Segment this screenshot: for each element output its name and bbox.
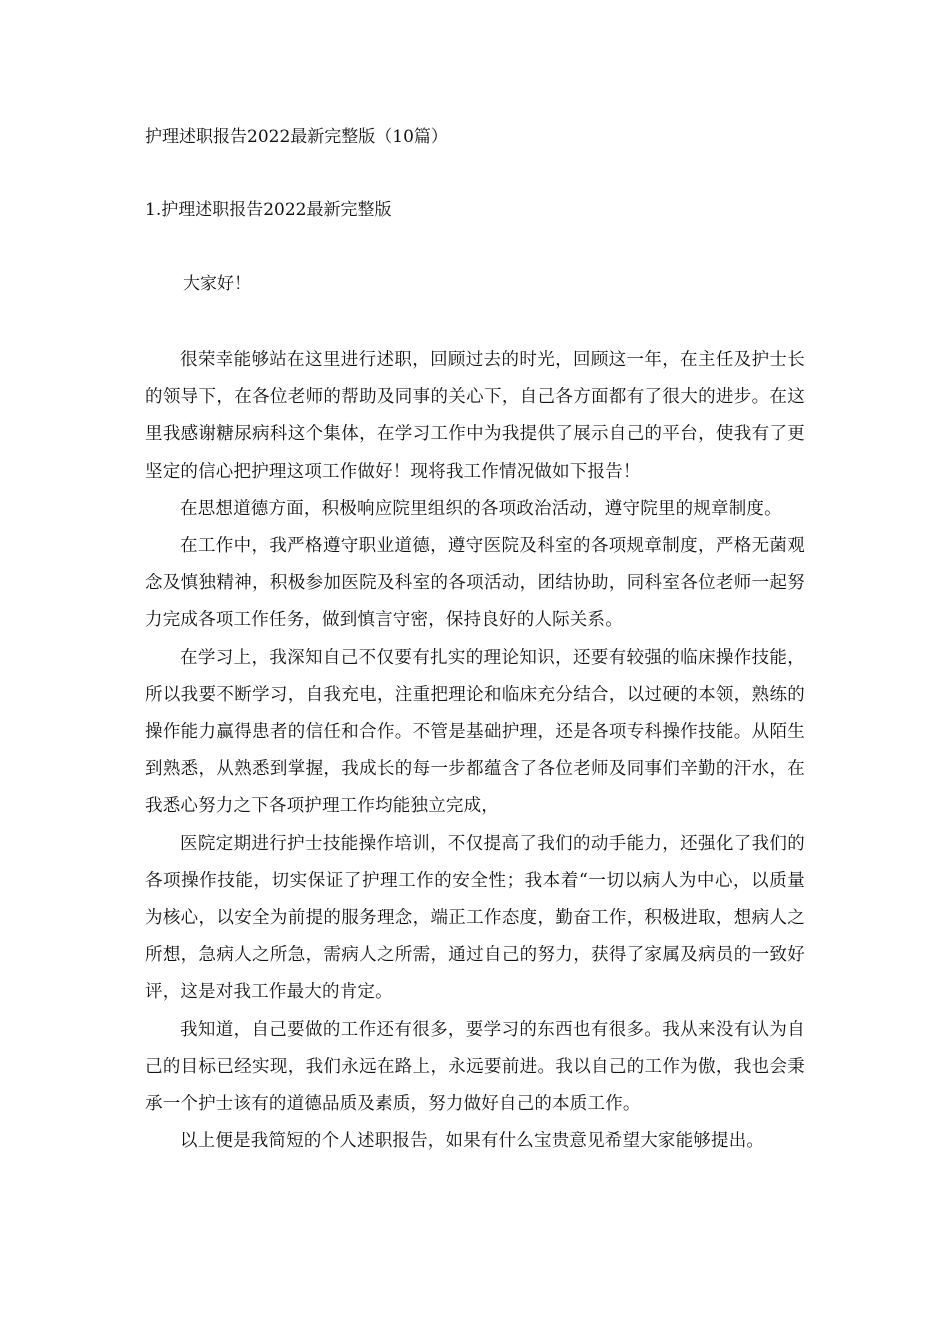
- greeting-line: 大家好！: [183, 274, 251, 294]
- paragraph-closing: 以上便是我简短的个人述职报告，如果有什么宝贵意见希望大家能够提出。: [180, 1131, 765, 1152]
- paragraph-ethics: 在思想道德方面，积极响应院里组织的各项政治活动，遵守院里的规章制度。: [180, 498, 782, 519]
- paragraph-work: 在工作中，我严格遵守职业道德，遵守医院及科室的各项规章制度，严格无菌观念及慎独精神，积极参加医院及科室的各项活动，团结协助，同科室各位老师一起努力完成各项工作任务，做到慎言守密，保持良好的人际关系。: [145, 536, 805, 631]
- paragraph-outlook: 我知道，自己要做的工作还有很多，要学习的东西也有很多。我从来没有认为自己的目标已经实现，我们永远在路上，永远要前进。我以自己的工作为傲，我也会秉承一个护士该有的道德品质及素质，努力做好自己的本质工作。: [145, 1019, 805, 1115]
- document-title: 护理述职报告2022最新完整版（10篇）: [145, 127, 448, 147]
- paragraph-intro: 很荣幸能够站在这里进行述职，回顾过去的时光，回顾这一年，在主任及护士长的领导下，在各位老师的帮助及同事的关心下，自己各方面都有了很大的进步。在这里我感谢糖尿病科这个集体，在学习工作中为我提供了展示自己的平台，使我有了更坚定的信心把护理这项工作做好！现将我工作情况做如下报告！: [145, 350, 805, 482]
- paragraph-study: 在学习上，我深知自己不仅要有扎实的理论知识，还要有较强的临床操作技能，所以我要不断学习，自我充电，注重把理论和临床充分结合，以过硬的本领，熟练的操作能力赢得患者的信任和合作。不管是基础护理，还是各项专科操作技能。从陌生到熟悉，从熟悉到掌握，我成长的每一步都蕴含了各位老师及同事们辛勤的汗水，在我悉心努力之下各项护理工作均能独立完成，: [145, 647, 805, 817]
- paragraph-training: 医院定期进行护士技能操作培训，不仅提高了我们的动手能力，还强化了我们的各项操作技能，切实保证了护理工作的安全性；我本着“一切以病人为中心，以质量为核心，以安全为前提的服务理念，端正工作态度，勤奋工作，积极进取，想病人之所想，急病人之所急，需病人之所需，通过自己的努力，获得了家属及病员的一致好评，这是对我工作最大的肯定。: [145, 833, 805, 1003]
- section-heading: 1.护理述职报告2022最新完整版: [145, 200, 392, 220]
- report-body: [145, 342, 805, 1160]
